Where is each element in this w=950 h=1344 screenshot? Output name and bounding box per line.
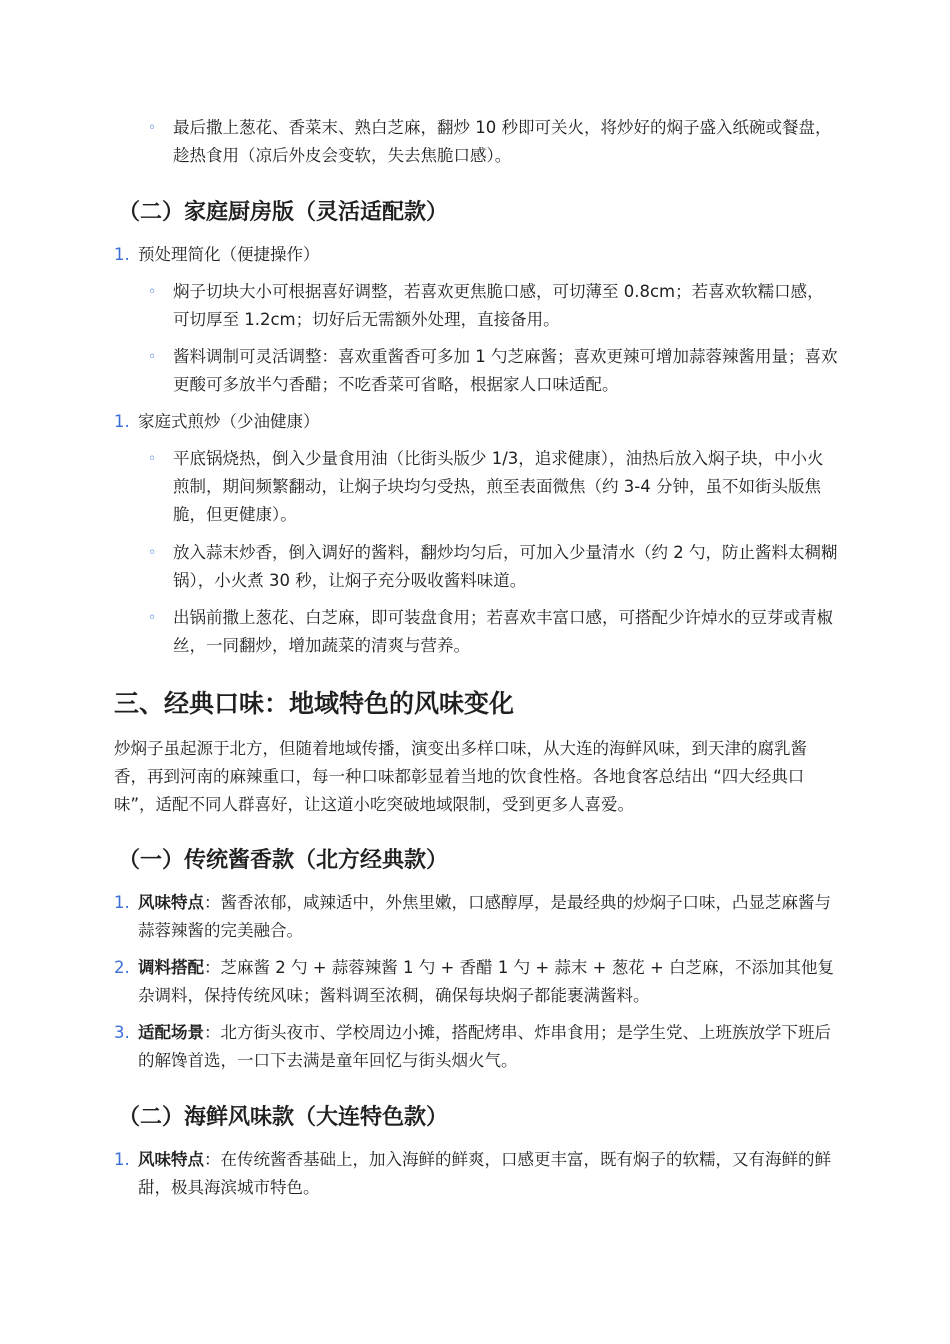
section-heading: （二）家庭厨房版（灵活适配款） [118, 200, 449, 225]
list-item-text: 焖子切块大小可根据喜好调整，若喜欢更焦脆口感，可切薄至 0.8cm；若喜欢软糯口感，可切厚至 1.2cm；切好后无需额外处理，直接备用。 [173, 282, 824, 329]
list-item-text: 最后撒上葱花、香菜末、熟白芝麻，翻炒 10 秒即可关火，将炒好的焖子盛入纸碗或餐盘，趁热食用（凉后外皮会变软，失去焦脆口感）。 [173, 118, 832, 165]
hollow-bullet-icon: ◦ [148, 451, 157, 467]
item-number: 2. [114, 958, 130, 977]
item-body [138, 1146, 838, 1202]
hollow-bullet-icon: ◦ [148, 284, 157, 300]
hollow-bullet-icon: ◦ [148, 545, 157, 561]
section-heading: （一）传统酱香款（北方经典款） [118, 848, 449, 873]
list-item-text: 酱料调制可灵活调整：喜欢重酱香可多加 1 勺芝麻酱；喜欢更辣可增加蒜蓉辣酱用量；喜欢更酸可多放半勺香醋；不吃香菜可省略，根据家人口味适配。 [173, 347, 838, 394]
hollow-bullet-icon: ◦ [148, 120, 157, 136]
item-label: 风味特点 [138, 893, 204, 912]
item-title: 预处理简化（便捷操作） [138, 245, 320, 264]
hollow-bullet-icon: ◦ [148, 610, 157, 626]
item-text: ：在传统酱香基础上，加入海鲜的鲜爽，口感更丰富，既有焖子的软糯，又有海鲜的鲜甜，极具海滨城市特色。 [138, 1150, 831, 1197]
chapter-heading: 三、经典口味：地域特色的风味变化 [114, 689, 515, 718]
item-label: 适配场景 [138, 1023, 204, 1042]
list-item-text: 出锅前撒上葱花、白芝麻，即可装盘食用；若喜欢丰富口感，可搭配少许焯水的豆芽或青椒丝，一同翻炒，增加蔬菜的清爽与营养。 [173, 608, 833, 655]
item-body [138, 889, 838, 945]
item-label: 风味特点 [138, 1150, 204, 1169]
item-number: 1. [114, 1150, 130, 1169]
item-title: 家庭式煎炒（少油健康） [138, 412, 320, 431]
intro-paragraph: 炒焖子虽起源于北方，但随着地域传播，演变出多样口味，从大连的海鲜风味，到天津的腐乳酱香，再到河南的麻辣重口，每一种口味都彰显着当地的饮食性格。各地食客总结出 “四大经典口味”，适配不同人群喜好，让这道小吃突破地域限制，受到更多人喜爱。 [114, 739, 807, 814]
item-text: ：北方街头夜市、学校周边小摊，搭配烤串、炸串食用；是学生党、上班族放学下班后的解馋首选，一口下去满是童年回忆与街头烟火气。 [138, 1023, 831, 1070]
item-text: ：酱香浓郁，咸辣适中，外焦里嫩，口感醇厚，是最经典的炒焖子口味，凸显芝麻酱与蒜蓉辣酱的完美融合。 [138, 893, 831, 940]
item-body [138, 1019, 838, 1075]
item-number: 1. [114, 893, 130, 912]
item-text: ：芝麻酱 2 勺 + 蒜蓉辣酱 1 勺 + 香醋 1 勺 + 蒜末 + 葱花 + 白芝麻，不添加其他复杂调料，保持传统风味；酱料调至浓稠，确保每块焖子都能裹满酱料。 [138, 958, 835, 1005]
item-number: 1. [114, 412, 130, 431]
item-body [138, 954, 838, 1010]
item-number: 1. [114, 245, 130, 264]
item-number: 3. [114, 1023, 130, 1042]
section-heading: （二）海鲜风味款（大连特色款） [118, 1105, 449, 1130]
item-label: 调料搭配 [138, 958, 204, 977]
list-item-text: 平底锅烧热，倒入少量食用油（比街头版少 1/3，追求健康），油热后放入焖子块，中小火煎制，期间频繁翻动，让焖子块均匀受热，煎至表面微焦（约 3-4 分钟，虽不如街头版焦脆，但更健康）。 [173, 449, 824, 524]
hollow-bullet-icon: ◦ [148, 349, 157, 365]
list-item-text: 放入蒜末炒香，倒入调好的酱料，翻炒均匀后，可加入少量清水（约 2 勺，防止酱料太稠糊锅），小火煮 30 秒，让焖子充分吸收酱料味道。 [173, 543, 838, 590]
